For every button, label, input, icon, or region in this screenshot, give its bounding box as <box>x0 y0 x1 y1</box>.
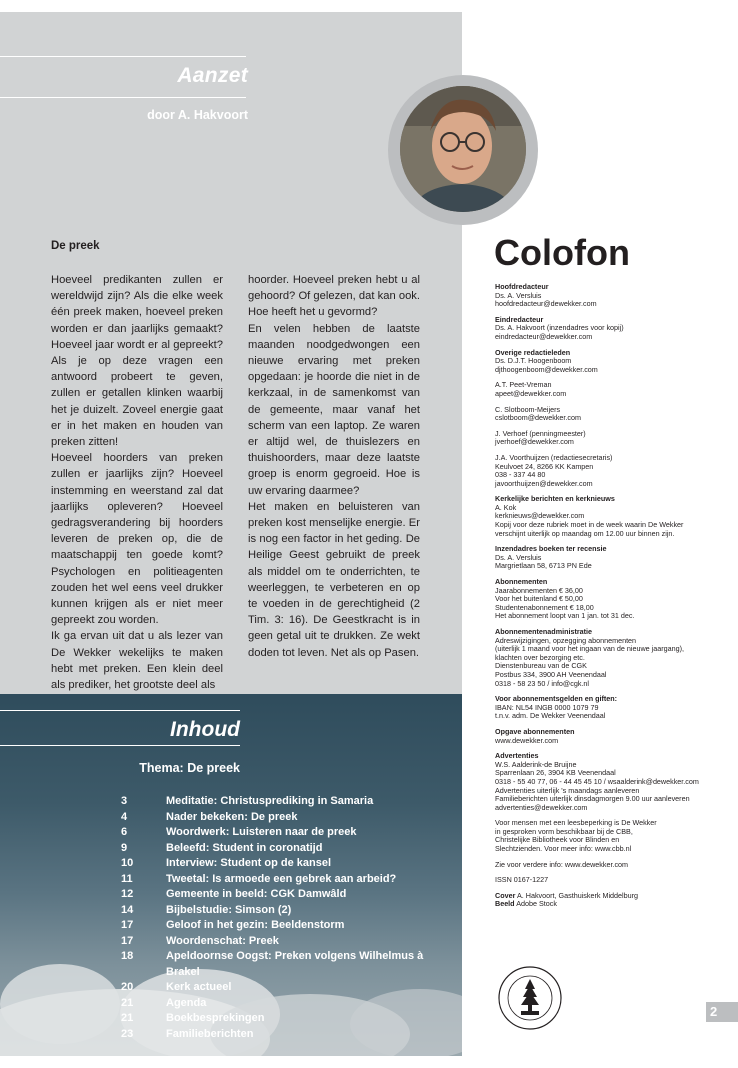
toc-item[interactable] <box>0 918 462 934</box>
toc-item[interactable] <box>0 980 462 996</box>
colofon-line: djthoogenboom@dewekker.com <box>495 364 598 374</box>
toc-item[interactable] <box>0 1011 462 1027</box>
colofon-line: Zie voor verdere info: www.dewekker.com <box>495 859 629 869</box>
colofon-block <box>495 316 725 342</box>
article-column-2 <box>248 272 420 661</box>
colofon-line: Ds. A. Versluis <box>495 290 542 300</box>
colofon-line: Christelijke Bibliotheek voor Blinden en <box>495 835 620 845</box>
colofon-line: apeet@dewekker.com <box>495 388 567 398</box>
colofon-line: C. Slotboom-Meijers <box>495 404 561 414</box>
credit-label: Beeld <box>495 899 515 909</box>
inhoud-thema: Thema: De preek <box>139 761 240 775</box>
toc-page-number: 10 <box>121 857 134 869</box>
toc-item[interactable] <box>0 825 462 841</box>
page-number: 2 <box>710 1004 718 1019</box>
toc-item[interactable] <box>0 934 462 950</box>
inhoud-bottom-rule <box>0 745 240 746</box>
toc-title: Agenda <box>166 996 207 1009</box>
credit-value: Adobe Stock <box>516 899 557 909</box>
colofon-line: javoorthuijzen@dewekker.com <box>495 478 593 488</box>
colofon-block <box>495 495 725 538</box>
toc-page-number: 3 <box>121 795 128 807</box>
colofon-line: Adreswijzigingen, opzegging abonnementen <box>495 635 637 645</box>
toc-title: Boekbesprekingen <box>166 1012 265 1024</box>
colofon-line: hoofdredacteur@dewekker.com <box>495 299 597 309</box>
toc-item[interactable] <box>0 841 462 857</box>
colofon-heading: Overige redactieleden <box>495 347 571 357</box>
colofon-block <box>495 819 725 853</box>
colofon-heading: Voor abonnementsgelden en giften: <box>495 694 618 704</box>
colofon-heading: Abonnementen <box>495 577 548 587</box>
credit-value: A. Hakvoort, Gasthuiskerk Middelburg <box>516 890 639 900</box>
colofon-line: klachten over bezorging etc. <box>495 652 585 662</box>
toc-item[interactable] <box>0 996 462 1012</box>
colofon-block <box>495 454 725 488</box>
colofon-line: advertenties@dewekker.com <box>495 802 588 812</box>
toc-page-number: 21 <box>121 1012 134 1024</box>
toc-title: Familieberichten <box>166 1027 254 1040</box>
colofon-block <box>495 349 725 375</box>
colofon-line: Dienstenbureau van de CGK <box>495 661 587 671</box>
colofon-line: 0318 - 58 23 50 / info@cgk.nl <box>495 678 590 688</box>
toc-item[interactable] <box>0 949 462 980</box>
toc-item[interactable] <box>0 872 462 888</box>
toc-page-number: 20 <box>121 981 134 993</box>
colofon-line: verschijnt uiterlijk op maandag om 12.00 uur binnen zijn. <box>495 528 675 538</box>
colofon-line: (uiterlijk 1 maand voor het ingaan van de nieuwe jaargang), <box>495 644 684 654</box>
toc-page-number: 6 <box>121 826 128 838</box>
toc-item[interactable] <box>0 1027 462 1043</box>
colofon-line: Familieberichten uiterlijk dinsdagmorgen 9.00 uur aanleveren <box>495 794 690 804</box>
toc-item[interactable] <box>0 887 462 903</box>
colofon-heading: Inzendadres boeken ter recensie <box>495 544 607 554</box>
colofon-line: A.T. Peet-Vreman <box>495 380 552 390</box>
colofon-line: Jaarabonnementen € 36,00 <box>495 585 583 595</box>
colofon-line: Voor het buitenland € 50,00 <box>495 594 583 604</box>
article-heading: De preek <box>51 240 100 252</box>
colofon-title: Colofon <box>494 232 630 273</box>
aanzet-title: Aanzet <box>177 64 248 87</box>
toc-item[interactable] <box>0 856 462 872</box>
colofon-block <box>495 752 725 812</box>
colofon-heading: Eindredacteur <box>495 314 544 324</box>
toc-title: Meditatie: Christusprediking in Samaria <box>166 795 374 807</box>
colofon-line: Ds. A. Versluis <box>495 552 542 562</box>
article-paragraph: Ik ga ervan uit dat u als lezer van De Wekker wekelijks te maken hebt met preken. Een klein deel als prediker, het grootste deel als <box>51 630 223 692</box>
article-paragraph: En velen hebben de laatste maanden noodgedwongen een nieuwe ervaring met preken opgedaan: je hoorde die niet in de kerkzaal, in de samenkomst van de gemeente, maar vanaf het scherm van een laptop. Ze waren er altijd wel, de thuislezers en thuishoorders, maar deze laatste groep is enorm gegroeid. Hoe is uw ervaring daarmee? <box>248 322 420 497</box>
aanzet-author: door A. Hakvoort <box>147 108 248 122</box>
toc-title: Tweetal: Is armoede een gebrek aan arbeid? <box>166 872 397 885</box>
toc-title: Bijbelstudie: Simson (2) <box>166 903 292 916</box>
author-photo <box>400 86 526 212</box>
colofon-block <box>495 283 725 309</box>
colofon-line: IBAN: NL54 INGB 0000 1079 79 <box>495 702 599 712</box>
article-column-1 <box>51 272 223 693</box>
colofon-block <box>495 628 725 688</box>
colofon-line: Kopij voor deze rubriek moet in de week waarin De Wekker <box>495 520 684 530</box>
colofon-line: ISSN 0167-1227 <box>495 875 549 885</box>
aanzet-top-rule <box>0 56 246 57</box>
colofon-block <box>495 578 725 621</box>
article-paragraph: Hoeveel hoorders van preken zullen er jaarlijks zijn? Hoeveel instemming en weerstand zal dat jaarlijks opleveren? Hoeveel gedragsverandering bij hoorders leveren de preken op, die de maatschappij ten goede komt? Psychologen en politieagenten zouden het wel eens veel drukker kunnen krijgen als er niet meer gepreekt zou worden. <box>51 452 223 627</box>
colofon-line: W.S. Aalderink-de Bruijne <box>495 759 577 769</box>
colofon-line: J.A. Voorthuijzen (redactiesecretaris) <box>495 452 613 462</box>
toc-title: Woordwerk: Luisteren naar de preek <box>166 826 357 838</box>
credit-line <box>495 900 725 909</box>
toc-title: Interview: Student op de kansel <box>166 857 332 869</box>
colofon-line: Advertenties uiterlijk 's maandags aanleveren <box>495 785 640 795</box>
toc-title: Beleefd: Student in coronatijd <box>166 841 323 854</box>
colofon-heading: Kerkelijke berichten en kerknieuws <box>495 494 615 504</box>
colofon-line: eindredacteur@dewekker.com <box>495 331 593 341</box>
colofon-heading: Advertenties <box>495 751 539 761</box>
aanzet-bottom-rule <box>0 97 246 98</box>
inhoud-panel <box>0 694 462 1056</box>
article-paragraph: Het maken en beluisteren van preken kost menselijke energie. Er is nog een factor in het geding. De Heilige Geest gebruikt de preek als middel om te onderrichten, te weerleggen, te verbeteren en op te voeden in de gerechtigheid (2 Tim. 3: 16). De Geestkracht is in geen getal uit te drukken. Ze wekt doden tot leven. Net als op Pasen. <box>248 500 420 659</box>
toc-title: Gemeente in beeld: CGK Damwâld <box>166 888 347 900</box>
colofon-line: in gesproken vorm beschikbaar bij de CBB, <box>495 826 633 836</box>
colofon-block <box>495 545 725 571</box>
colofon-line: Postbus 334, 3900 AH Veenendaal <box>495 669 607 679</box>
colofon-body <box>495 283 725 916</box>
toc-item[interactable] <box>0 810 462 826</box>
colofon-line: Slechtzienden. Voor meer info: www.cbb.nl <box>495 844 632 854</box>
toc-item[interactable] <box>0 903 462 919</box>
toc-title: Kerk actueel <box>166 981 232 993</box>
colofon-credits <box>495 892 725 909</box>
colofon-line: Sparrenlaan 26, 3904 KB Veenendaal <box>495 768 616 778</box>
colofon-line: Studentenabonnement € 18,00 <box>495 602 594 612</box>
toc-title: Geloof in het gezin: Beeldenstorm <box>166 919 345 931</box>
toc-title: Woordenschat: Preek <box>166 934 279 947</box>
colofon-line: 0318 - 55 40 77, 06 - 44 45 45 10 / wsaalderink@dewekker.com <box>495 776 699 786</box>
cgk-seal-icon <box>497 965 563 1031</box>
colofon-block <box>495 695 725 721</box>
colofon-block <box>495 430 725 447</box>
toc-title: Nader bekeken: De preek <box>166 810 298 823</box>
colofon-block <box>495 861 725 870</box>
colofon-line: t.n.v. adm. De Wekker Veenendaal <box>495 711 606 721</box>
colofon-line: Margrietlaan 58, 6713 PN Ede <box>495 561 592 571</box>
toc-title: Apeldoornse Oogst: Preken volgens Wilhelmus à Brakel <box>166 950 424 978</box>
toc-page-number: 17 <box>121 934 134 947</box>
colofon-line: Keulvoet 24, 8266 KK Kampen <box>495 461 594 471</box>
toc-page-number: 17 <box>121 919 134 931</box>
colofon-heading: Opgave abonnementen <box>495 726 575 736</box>
table-of-contents <box>0 794 462 1042</box>
colofon-block <box>495 728 725 745</box>
colofon-line: Het abonnement loopt van 1 jan. tot 31 dec. <box>495 611 635 621</box>
colofon-block <box>495 876 725 885</box>
colofon-line: Ds. D.J.T. Hoogenboom <box>495 356 572 366</box>
colofon-heading: Hoofdredacteur <box>495 282 549 291</box>
toc-page-number: 12 <box>121 888 134 900</box>
inhoud-title: Inhoud <box>170 718 240 741</box>
colofon-line: kerknieuws@dewekker.com <box>495 511 585 521</box>
toc-page-number: 14 <box>121 903 134 916</box>
credit-label: Cover <box>495 890 516 900</box>
article-paragraph: Hoeveel predikanten zullen er wereldwijd zijn? Als die elke week één preek maken, hoeveel preken worden er dan jaarlijks gemaakt? Hoeveel jaar wordt er al gepreekt? Als je op deze vragen een antwoord probeert te geven, zullen er getallen klinken waarbij het je duizelt. Zoveel energie gaat er in het maken en houden van preken zitten! <box>51 274 223 449</box>
toc-page-number: 4 <box>121 810 128 823</box>
toc-page-number: 9 <box>121 841 128 854</box>
colofon-line: jverhoef@dewekker.com <box>495 437 574 447</box>
colofon-line: www.dewekker.com <box>495 735 559 745</box>
toc-page-number: 21 <box>121 996 134 1009</box>
colofon-block <box>495 381 725 398</box>
toc-page-number: 11 <box>121 872 133 885</box>
colofon-block <box>495 406 725 423</box>
article-paragraph: hoorder. Hoeveel preken hebt u al gehoord? Of gelezen, dat kan ook. Hoe heeft het u gevormd? <box>248 274 420 319</box>
inhoud-top-rule <box>0 710 240 711</box>
colofon-line: cslotboom@dewekker.com <box>495 413 581 423</box>
toc-page-number: 18 <box>121 950 134 962</box>
toc-item[interactable] <box>0 794 462 810</box>
colofon-heading: Abonnementenadministratie <box>495 627 593 636</box>
colofon-line: A. Kok <box>495 502 517 512</box>
colofon-line: 038 - 337 44 80 <box>495 470 546 480</box>
toc-page-number: 23 <box>121 1027 134 1040</box>
colofon-line: Ds. A. Hakvoort (inzendadres voor kopij) <box>495 323 624 333</box>
colofon-line: J. Verhoef (penningmeester) <box>495 428 586 438</box>
colofon-line: Voor mensen met een leesbeperking is De Wekker <box>495 818 657 828</box>
